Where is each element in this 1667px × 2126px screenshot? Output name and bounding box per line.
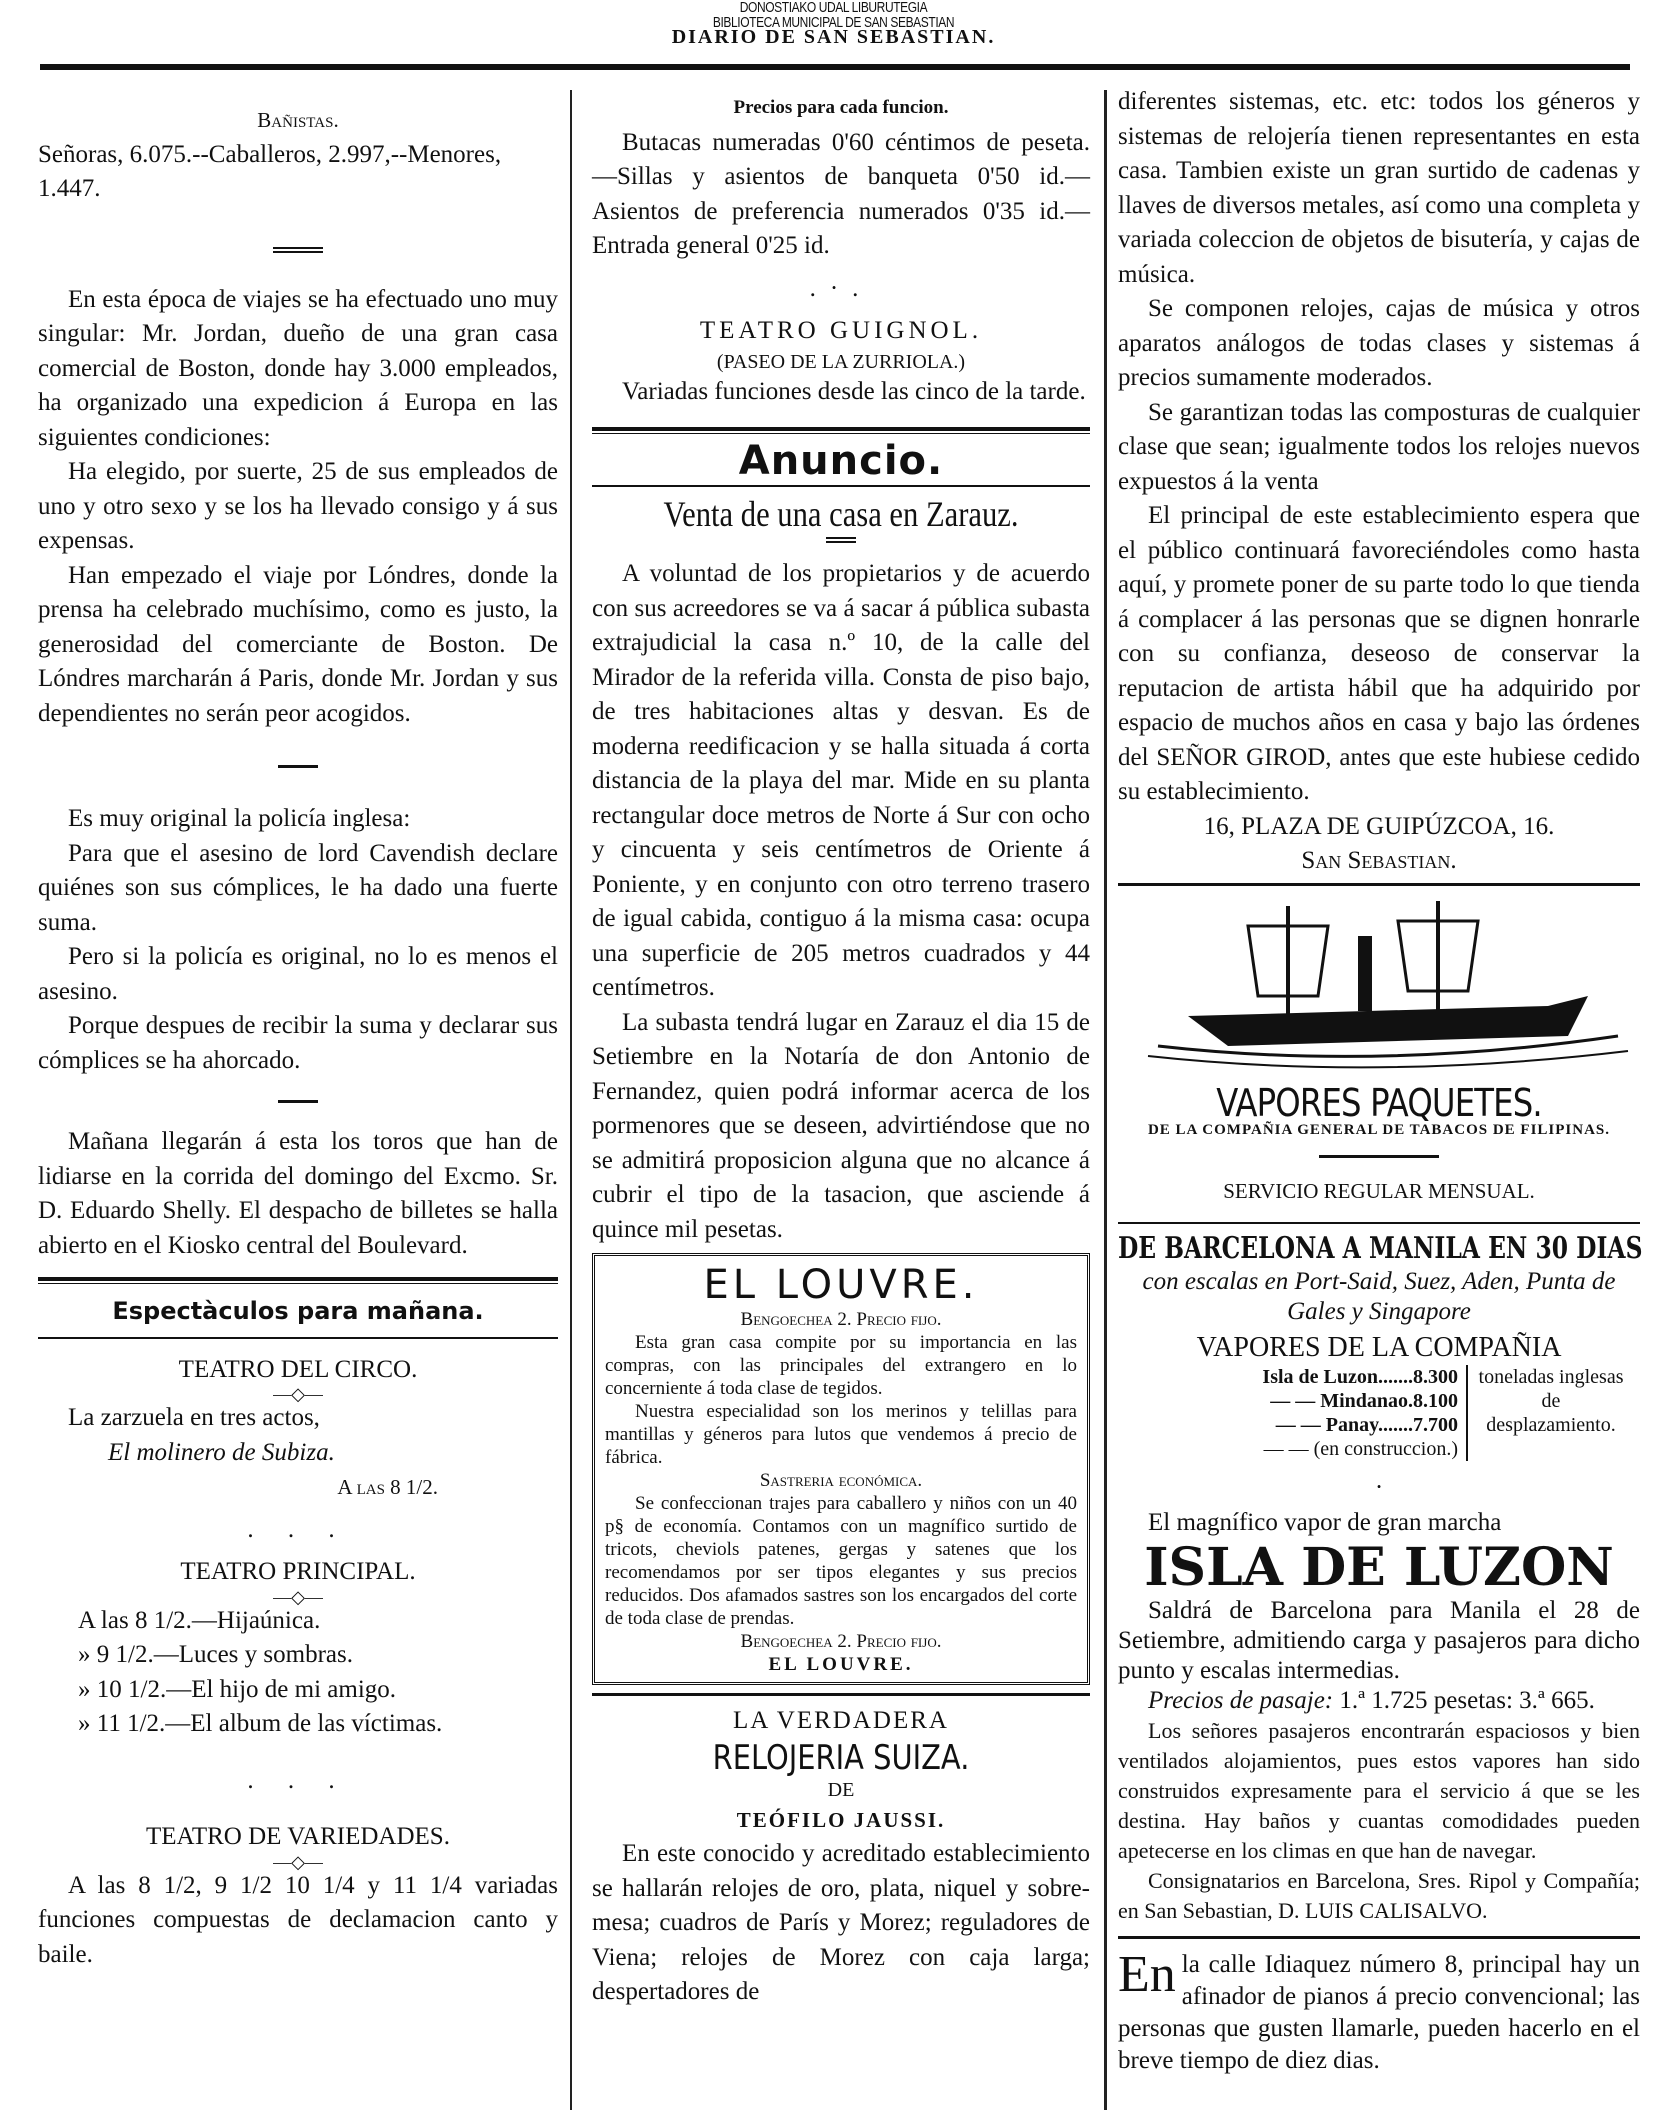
separator [1319,1155,1439,1158]
article-paragraph: En esta época de viajes se ha efectuado uno muy singular: Mr. Jordan, dueño de una gran casa comercial de Boston, donde hay 3.000 empleados, ha organizado una expedicion á Europa en las siguientes condiciones: [38,285,558,451]
theatre-title: TEATRO GUIGNOL. [699,317,983,344]
schedule-line: A las 8 1/2.—Hijaúnica. [78,1606,321,1634]
rule [592,427,1090,434]
separator [273,247,323,253]
column-divider [1104,90,1107,2110]
theatre-text: La zarzuela en tres actos, [68,1404,320,1431]
ad-paragraph: Esta gran casa compite por su importancia en las compras, con las principales del extrangero en lo concerniente á toda clase de tegidos. [605,1332,1077,1399]
article-paragraph: El principal de este establecimiento espera que el público continuará favoreciéndoles como hasta aquí, y promete poner de su parte todo lo que tienda á complacer á las personas que se dignen honrarle con su confianza, deseoso de conservar la reputacion de artista hábil que ha adquirido por espacio de muchos años en casa y bajo las órdenes del SEÑOR GIROD, antes que este hubiese cedido su establecimiento. [1118,502,1640,805]
rule [592,1693,1090,1696]
sastreria-heading: Sastreria económica. [759,1470,923,1491]
precios-text: Butacas numeradas 0'60 céntimos de peseta.—Sillas y asientos de banqueta 0'50 id.—Asientos de preferencia numerados 0'35 id.—Entrada general 0'25 id. [592,128,1090,259]
relojeria-owner: TEÓFILO JAUSSI. [736,1807,946,1832]
magnifico: El magnífico vapor de gran marcha [1148,1508,1502,1536]
espectaculos-heading: Espectàculos para mañana. [112,1297,484,1325]
ad-paragraph: Nuestra especialidad son los merinos y telillas para mantillas y géneros para lutos que vendemos á precio de fábrica. [605,1401,1077,1468]
rule [1118,1936,1640,1939]
ornament: —◇— [273,1851,323,1872]
escalas: con escalas en Port-Said, Suez, Aden, Punta de Gales y Singapore [1142,1267,1616,1325]
separator-dots: . . . [247,1515,349,1543]
steamship-illustration [1118,896,1640,1076]
precios-heading: Precios para cada funcion. [733,97,949,118]
piano-text: la calle Idiaquez número 8, principal hay un afinador de pianos á precio convencional; las personas que gusten llamarle, pueden hacerlo en el breve tiempo de diez dias. [1118,1951,1640,2074]
schedule-line: » 10 1/2.—El hijo de mi amigo. [78,1675,397,1703]
library-name-spanish: BIBLIOTECA MUNICIPAL DE SAN SEBASTIAN [712,14,955,31]
drop-cap: En [1118,1946,1176,2003]
article-paragraph: Mañana llegarán á esta los toros que han de lidiarse en la corrida del domingo del Excmo. Sr. D. Eduardo Shelly. El despacho de billetes se halla abierto en el Kiosko central del Boulevard. [38,1128,558,1259]
theatre-text: Variadas funciones desde las cinco de la tarde. [622,377,1086,405]
article-paragraph: A voluntad de los propietarios y de acuerdo con sus acreedores se va á sacar á pública subasta extrajudicial la casa n.º 10, de la calle del Mirador de la referida villa. Consta de piso bajo, de tres habitaciones altas y desvan. Es de moderna reedificacion y se halla situada á corta distancia de la playa del mar. Mide en su planta rectangular doce metros de Norte á Sur con ocho y cincuenta y seis centímetros de Oriente á Poniente, y en conjunto con otro terreno trasero de igual cabida, contiguo á la misma casa: ocupa una superficie de 205 metros cuadrados y 44 centímetros. [592,560,1090,1001]
ship-row: — — Panay.......7.700 [1275,1414,1458,1436]
separator [278,1100,318,1103]
article-paragraph: Se garantizan todas las composturas de cualquier clase que sean; igualmente todos los relojes nuevos expuestos á la venta [1118,398,1640,495]
louvre-title: EL LOUVRE. [703,1262,979,1308]
theatre-time: A las 8 1/2. [337,1475,438,1499]
route-heading: DE BARCELONA A MANILA EN 30 DIAS [1118,1231,1643,1266]
city: San Sebastian. [1301,847,1457,874]
address: 16, PLAZA DE GUIPÚZCOA, 16. [1203,812,1555,840]
ships-table [1118,1365,1640,1461]
article-paragraph: Se componen relojes, cajas de música y otros aparatos análogos de todas clases y sistemas á precios sumamente moderados. [1118,295,1640,391]
article-paragraph: Saldrá de Barcelona para Manila el 28 de Setiembre, admitiendo carga y pasajeros para dicho punto y escalas intermedias. [1118,1597,1640,1684]
relojeria-title: RELOJERIA SUIZA. [712,1737,970,1778]
consignatarios: Consignatarios en Barcelona, Sres. Ripol y Compañía; en San Sebastian, D. LUIS CALISALVO. [1118,1868,1640,1923]
servicio: SERVICIO REGULAR MENSUAL. [1223,1178,1535,1203]
vapores-title: VAPORES PAQUETES. [1216,1081,1542,1125]
louvre-address: Bengoechea 2. Precio fijo. [740,1631,942,1652]
schedule-line: » 9 1/2.—Luces y sombras. [78,1641,353,1668]
prices-line [1118,1686,1640,1716]
article-paragraph: Han empezado el viaje por Lóndres, donde la prensa ha celebrado muchísimo, como es justo, la generosidad del comerciante de Boston. De Lóndres marcharán á Paris, donde Mr. Jordan y sus dependientes no serán peor acogidos. [38,561,558,727]
theatre-title: TEATRO PRINCIPAL. [180,1558,416,1585]
louvre-ad [592,1253,1090,1685]
relojeria-line: LA VERDADERA [733,1707,949,1734]
relojeria-de: DE [827,1778,855,1801]
article-paragraph: Pero si la policía es original, no lo es menos el asesino. [38,943,558,1005]
article-paragraph: La subasta tendrá lugar en Zarauz el dia 15 de Setiembre en la Notaría de don Antonio de Fernandez, quien podrá informar acerca de los pormenores que se deseen, advirtiéndose que no se admitirá proposicion alguna que no alcance á cubrir el tipo de la tasacion, que asciende á quince mil pesetas. [592,1008,1090,1243]
prices-label: Precios de pasaje: [1148,1687,1334,1714]
ornament: —◇— [273,1586,323,1607]
article-paragraph: diferentes sistemas, etc. etc: todos los géneros y sistemas de relojería tienen representantes en esta casa. Tambien existe un gran surtido de cadenas y llaves de diversos metales, así como una completa y variada coleccion de objetos de bisutería, y cajas de música. [1118,88,1640,288]
separator-dots: .·. [809,274,873,302]
theatre-location: (PASEO DE LA ZURRIOLA.) [716,350,966,373]
column-divider [570,90,572,2110]
ship-row: — — Mindanao.8.100 [1270,1390,1458,1412]
column-right [1118,85,1643,2077]
library-name-basque: DONOSTIAKO UDAL LIBURUTEGIA [739,0,928,16]
article-paragraph: Para que el asesino de lord Cavendish declare quiénes son sus cómplices, le ha dado una fuerte suma. [38,839,558,936]
principal-schedule [38,1604,558,1742]
theatre-text: A las 8 1/2, 9 1/2 10 1/4 y 11 1/4 variadas funciones compuestas de declamacion canto y baile. [38,1871,558,1968]
article-paragraph: Los señores pasajeros encontrarán espaciosos y bien ventilados alojamientos, pues estos vapores han sido construidos expresamente para el servicio á que se les destina. Hay baños y cuantas comodidades pueden apetecerse en los climas en que han de navegar. [1118,1718,1640,1863]
column-left [38,85,558,1972]
ornament: —◇— [273,1384,323,1404]
tonnage-note: toneladas inglesas de desplazamiento. [1466,1365,1626,1461]
rule [38,1337,558,1339]
masthead-header [0,0,1667,48]
theatre-title: TEATRO DE VARIEDADES. [146,1823,450,1850]
ad-paragraph: Se confeccionan trajes para caballero y niños con un 40 p§ de economía. Contamos con un magnífico surtido de tricots, cheviols patenes, gergas y satenes que los recomendamos por ser tipos elegantes y sus precios reducidos. Dos afamados sastres son los encargados del corte de toda clase de prendas. [605,1493,1077,1629]
compania-name: DE LA COMPAÑIA GENERAL DE TABACOS DE FILIPINAS. [1147,1121,1611,1138]
column-middle [592,85,1090,2010]
separator-dots: . . . [247,1766,349,1794]
article-paragraph: Es muy original la policía inglesa: [68,805,411,832]
banistas-title: Bañistas. [257,108,339,132]
prices-value: 1.ª 1.725 pesetas: 3.ª 665. [1339,1687,1595,1714]
vapores-compania: VAPORES DE LA COMPAÑIA [1196,1331,1562,1363]
anuncio-heading: Anuncio. [738,438,944,484]
rule [1118,883,1640,886]
rule [1118,1222,1640,1224]
rule [592,485,1090,487]
separator [826,537,856,543]
theatre-play [38,1436,558,1471]
louvre-address: Bengoechea 2. Precio fijo. [740,1309,942,1330]
top-rule [40,64,1630,70]
banistas-text: Señoras, 6.075.--Caballeros, 2.997,--Menores, 1.447. [38,140,502,202]
ship-row: Isla de Luzon.......8.300 [1262,1366,1458,1388]
schedule-line: » 11 1/2.—El album de las víctimas. [78,1710,443,1737]
piano-ad [1118,1946,1640,2077]
venta-title: Venta de una casa en Zarauz. [663,493,1019,534]
separator [278,765,318,768]
article-paragraph: Porque despues de recibir la suma y declarar sus cómplices se ha ahorcado. [38,1012,558,1074]
ship-row: — — (en construccion.) [1263,1438,1458,1460]
newspaper-title: DIARIO DE SAN SEBASTIAN. [671,26,996,48]
rule [38,1277,558,1284]
article-paragraph: En este conocido y acreditado establecimiento se hallarán relojes de oro, plata, niquel y sobre-mesa; cuadros de París y Morez; reguladores de Viena; relojes de Morez con caja larga; despertadores de [592,1840,1090,2005]
article-paragraph: Ha elegido, por suerte, 25 de sus empleados de uno y otro sexo y se los ha llevado consigo y á sus expensas. [38,458,558,554]
separator: · [1374,1474,1384,1501]
louvre-footer: EL LOUVRE. [768,1654,914,1675]
isla-de-luzon-title: ISLA DE LUZON [1144,1537,1614,1598]
theatre-title: TEATRO DEL CIRCO. [178,1355,418,1383]
play-title: El molinero de Subiza. [108,1438,335,1466]
